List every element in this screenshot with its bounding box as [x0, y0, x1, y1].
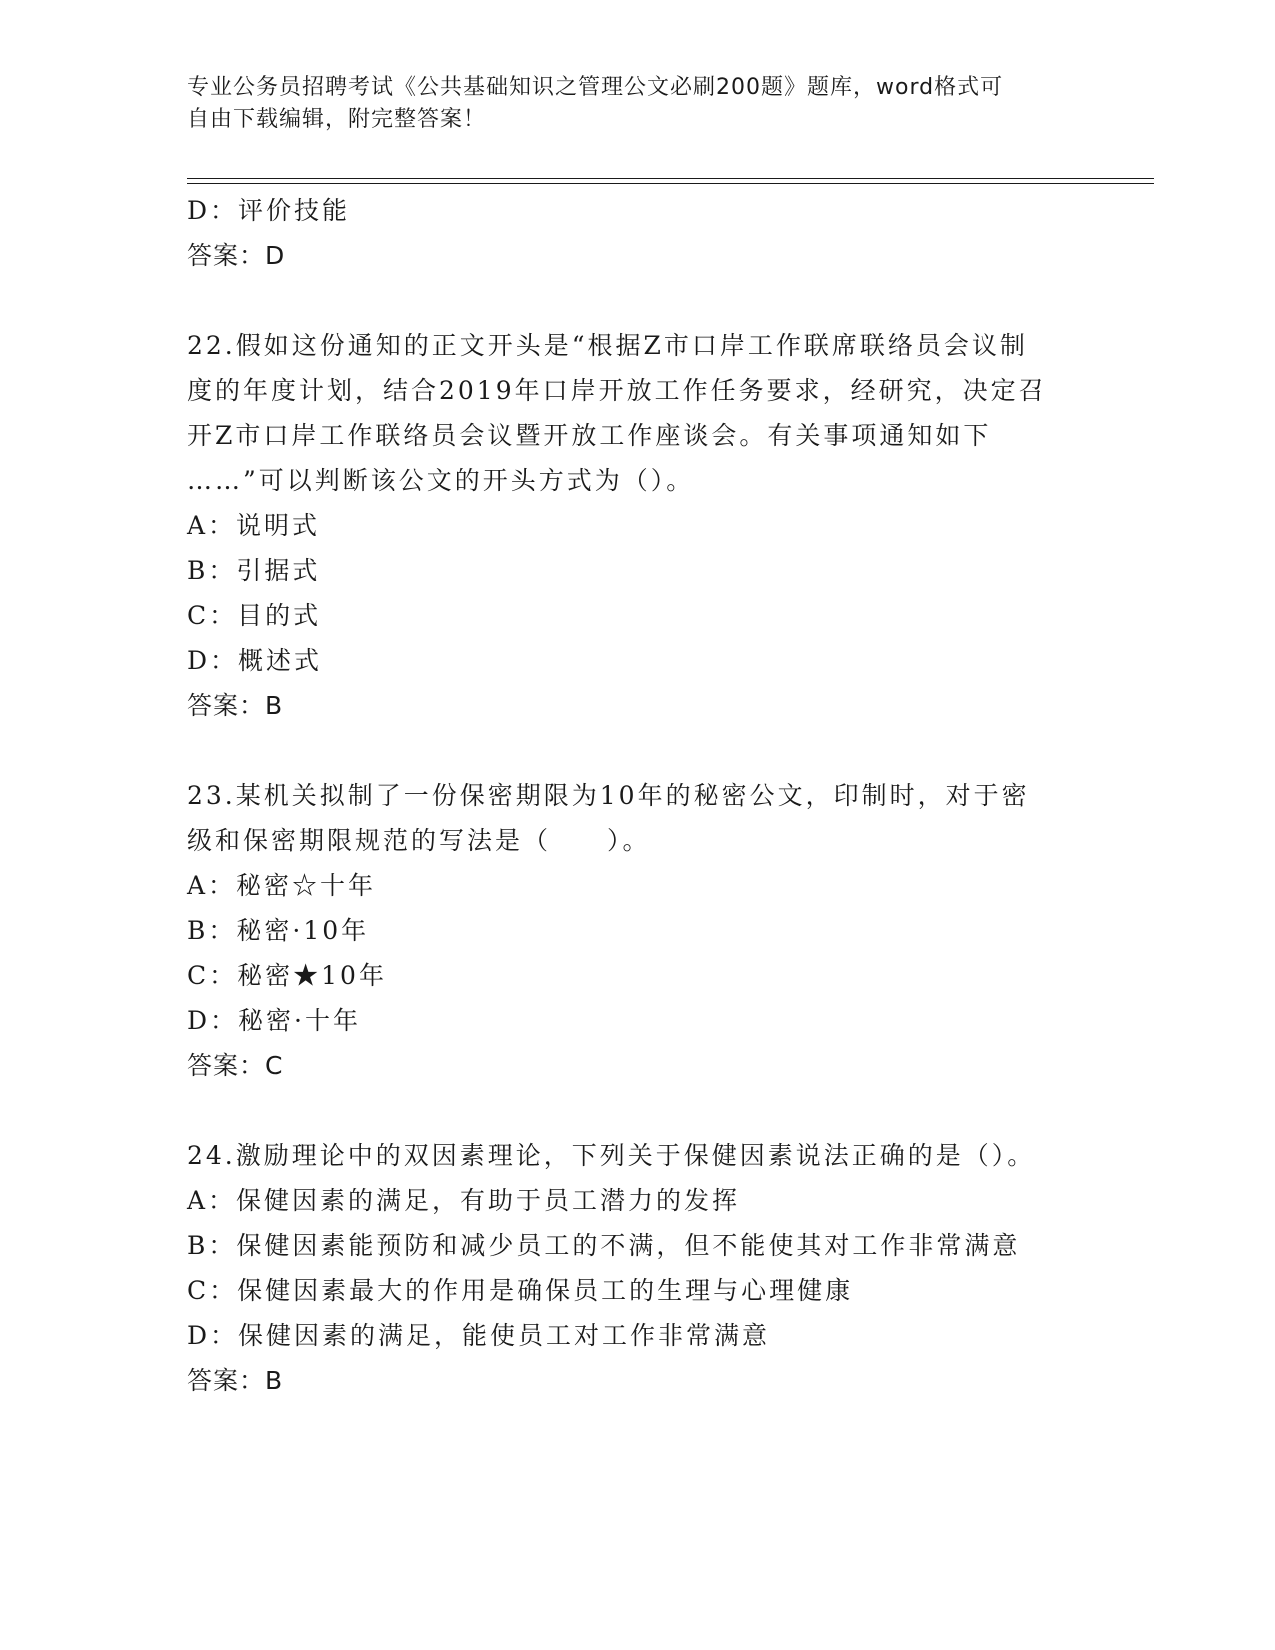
option-b: B：秘密·10年	[187, 916, 370, 945]
question-22	[187, 323, 1087, 728]
question-stem-line: 24.激励理论中的双因素理论，下列关于保健因素说法正确的是（）。	[187, 1141, 1036, 1170]
option-a: A：说明式	[187, 511, 321, 540]
spacer	[187, 278, 1087, 323]
header-line-2: 自由下载编辑，附完整答案！	[187, 107, 487, 132]
question-stem-line: 22.假如这份通知的正文开头是“根据Z市口岸工作联席联络员会议制	[187, 331, 1028, 360]
spacer	[187, 1088, 1087, 1133]
option-c: C：秘密★10年	[187, 961, 387, 990]
option-d: D：概述式	[187, 646, 323, 675]
question-stem-line: 度的年度计划，结合2019年口岸开放工作任务要求，经研究，决定召	[187, 376, 1047, 405]
option-d: D：评价技能	[187, 196, 351, 225]
page-header	[187, 72, 1067, 136]
question-stem-line: 23.某机关拟制了一份保密期限为10年的秘密公文，印制时，对于密	[187, 781, 1030, 810]
option-c: C：保健因素最大的作用是确保员工的生理与心理健康	[187, 1276, 854, 1305]
spacer	[187, 728, 1087, 773]
question-24	[187, 1133, 1087, 1403]
option-b: B：引据式	[187, 556, 321, 585]
question-23	[187, 773, 1087, 1088]
option-a: A：保健因素的满足，有助于员工潜力的发挥	[187, 1186, 741, 1215]
header-line-1: 专业公务员招聘考试《公共基础知识之管理公文必刷200题》题库，word格式可	[187, 75, 1004, 100]
answer-line: 答案：B	[187, 1366, 284, 1395]
question-stem-line: ……”可以判断该公文的开头方式为（）。	[187, 466, 695, 495]
question-stem-line: 开Z市口岸工作联络员会议暨开放工作座谈会。有关事项通知如下	[187, 421, 992, 450]
previous-question-tail	[187, 188, 1087, 278]
question-stem-line: 级和保密期限规范的写法是（ ）。	[187, 826, 651, 855]
option-c: C：目的式	[187, 601, 322, 630]
header-divider-bottom	[187, 183, 1154, 184]
document-body	[187, 188, 1087, 1403]
answer-line: 答案：B	[187, 691, 284, 720]
answer-line: 答案：D	[187, 241, 286, 270]
option-a: A：秘密☆十年	[187, 871, 377, 900]
answer-line: 答案：C	[187, 1051, 284, 1080]
header-divider-top	[187, 178, 1154, 179]
option-d: D：秘密·十年	[187, 1006, 361, 1035]
option-d: D：保健因素的满足，能使员工对工作非常满意	[187, 1321, 771, 1350]
option-b: B：保健因素能预防和减少员工的不满，但不能使其对工作非常满意	[187, 1231, 1021, 1260]
